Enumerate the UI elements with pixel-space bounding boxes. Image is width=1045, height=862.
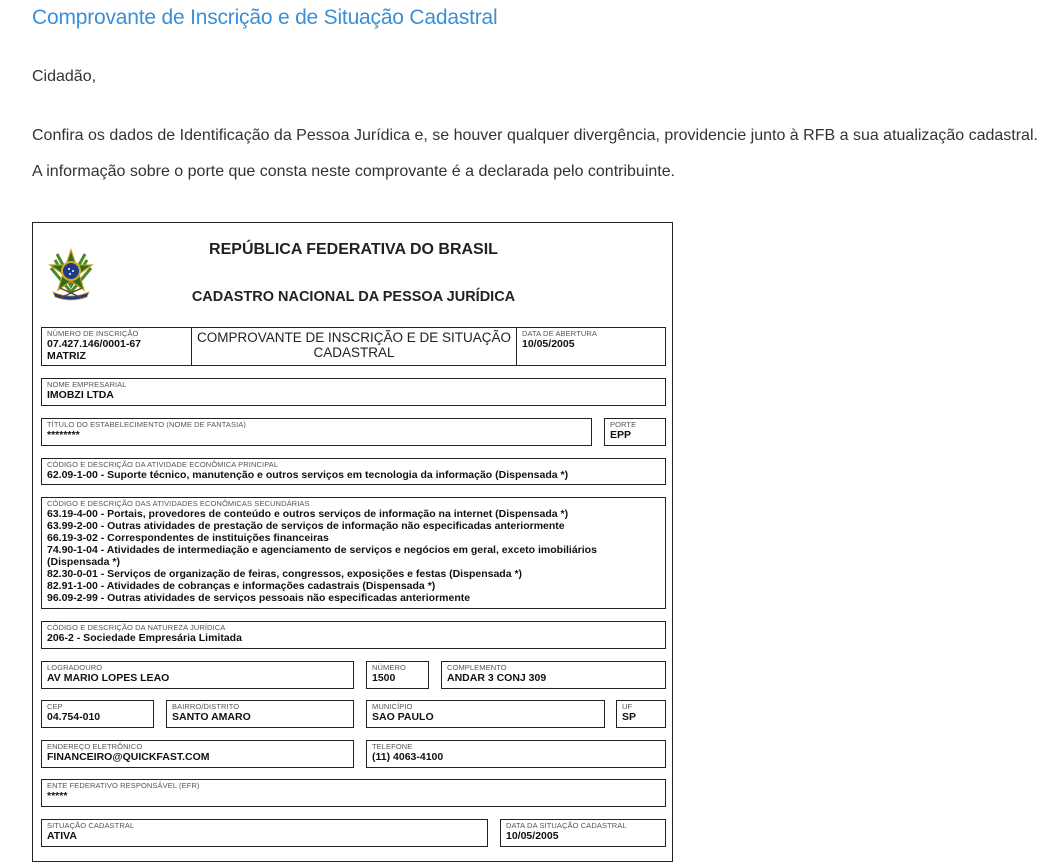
data-abertura-field — [516, 327, 666, 366]
numero-inscricao-field — [41, 327, 192, 366]
cep-value: 04.754-010 — [47, 711, 101, 723]
titulo-estabelecimento-label: TÍTULO DO ESTABELECIMENTO (NOME DE FANTASIA) — [47, 420, 247, 429]
numero-inscricao-value: 07.427.146/0001-67 — [47, 338, 142, 350]
uf-label: UF — [622, 702, 633, 711]
bairro-value: SANTO AMARO — [172, 711, 251, 723]
comprovante-title-line1: COMPROVANTE DE INSCRIÇÃO E DE SITUAÇÃO — [196, 330, 512, 345]
titulo-estabelecimento-field — [41, 418, 592, 446]
data-situacao-value: 10/05/2005 — [506, 830, 559, 842]
data-situacao-label: DATA DA SITUAÇÃO CADASTRAL — [506, 821, 627, 830]
numero-label: NÚMERO — [372, 663, 406, 672]
numero-inscricao-label: NÚMERO DE INSCRIÇÃO — [47, 329, 139, 338]
municipio-value: SAO PAULO — [372, 711, 434, 723]
complemento-field — [441, 661, 666, 689]
list-item: 82.30-0-01 - Serviços de organização de feiras, congressos, exposições e festas (Dispensada *) — [47, 568, 523, 580]
greeting-text: Cidadão, — [32, 68, 97, 85]
porte-note-paragraph: A informação sobre o porte que consta neste comprovante é a declarada pelo contribuinte. — [32, 163, 676, 180]
cep-label: CEP — [47, 702, 63, 711]
uf-field — [616, 700, 666, 728]
page-title: Comprovante de Inscrição e de Situação Cadastral — [32, 6, 498, 29]
efr-value: ***** — [47, 790, 68, 802]
telefone-field — [366, 740, 666, 768]
list-item: 82.91-1-00 - Atividades de cobranças e informações cadastrais (Dispensada *) — [47, 580, 436, 592]
matriz-value: MATRIZ — [47, 350, 86, 362]
comprovante-title-box — [191, 327, 517, 366]
numero-value: 1500 — [372, 672, 396, 684]
natureza-juridica-label: CÓDIGO E DESCRIÇÃO DA NATUREZA JURÍDICA — [47, 623, 226, 632]
atividade-principal-value: 62.09-1-00 - Suporte técnico, manutenção e outros serviços em tecnologia da informação (Dispensada *) — [47, 469, 569, 481]
list-item: (Dispensada *) — [47, 556, 120, 568]
email-label: ENDEREÇO ELETRÔNICO — [47, 742, 143, 751]
data-abertura-label: DATA DE ABERTURA — [522, 329, 597, 338]
telefone-value: (11) 4063-4100 — [372, 751, 444, 763]
nome-empresarial-label: NOME EMPRESARIAL — [47, 380, 127, 389]
email-field — [41, 740, 354, 768]
doc-header-republica: REPÚBLICA FEDERATIVA DO BRASIL — [209, 241, 498, 258]
situacao-cadastral-field — [41, 819, 488, 847]
porte-value: EPP — [610, 429, 632, 441]
telefone-label: TELEFONE — [372, 742, 413, 751]
doc-header-cnpj: CADASTRO NACIONAL DA PESSOA JURÍDICA — [191, 289, 516, 305]
logradouro-field — [41, 661, 354, 689]
atividade-principal-label: CÓDIGO E DESCRIÇÃO DA ATIVIDADE ECONÔMICA PRINCIPAL — [47, 460, 279, 469]
bairro-label: BAIRRO/DISTRITO — [172, 702, 240, 711]
natureza-juridica-field — [41, 621, 666, 649]
logradouro-value: AV MARIO LOPES LEAO — [47, 672, 170, 684]
municipio-field — [366, 700, 605, 728]
atividades-secundarias-list — [47, 508, 597, 604]
data-situacao-field — [500, 819, 666, 847]
porte-field — [604, 418, 666, 446]
cep-field — [41, 700, 154, 728]
nome-empresarial-field — [41, 378, 666, 406]
nome-empresarial-value: IMOBZI LTDA — [47, 389, 114, 401]
numero-field — [366, 661, 429, 689]
logradouro-label: LOGRADOURO — [47, 663, 103, 672]
efr-field — [41, 779, 666, 807]
municipio-label: MUNICÍPIO — [372, 702, 413, 711]
titulo-estabelecimento-value: ******** — [47, 429, 80, 441]
atividades-secundarias-field — [41, 497, 666, 609]
list-item: 96.09-2-99 - Outras atividades de serviços pessoais não especificadas anteriormente — [47, 592, 471, 604]
porte-label: PORTE — [610, 420, 637, 429]
situacao-cadastral-value: ATIVA — [47, 830, 77, 842]
uf-value: SP — [622, 711, 637, 723]
comprovante-title-line2: CADASTRAL — [313, 345, 395, 360]
complemento-value: ANDAR 3 CONJ 309 — [447, 672, 547, 684]
instruction-paragraph: Confira os dados de Identificação da Pessoa Jurídica e, se houver qualquer divergência, providencie junto à RFB a sua atualização cadastral. — [32, 127, 1038, 144]
efr-label: ENTE FEDERATIVO RESPONSÁVEL (EFR) — [47, 781, 200, 790]
complemento-label: COMPLEMENTO — [447, 663, 507, 672]
list-item: 66.19-3-02 - Correspondentes de instituições financeiras — [47, 532, 329, 544]
atividades-secundarias-label: CÓDIGO E DESCRIÇÃO DAS ATIVIDADES ECONÔMICAS SECUNDÁRIAS — [47, 499, 310, 508]
bairro-field — [166, 700, 354, 728]
atividade-principal-field — [41, 458, 666, 485]
email-value: FINANCEIRO@QUICKFAST.COM — [47, 751, 210, 763]
list-item: 74.90-1-04 - Atividades de intermediação e agenciamento de serviços e negócios em geral, exceto imobiliários — [47, 544, 597, 556]
natureza-juridica-value: 206-2 - Sociedade Empresária Limitada — [47, 632, 242, 644]
situacao-cadastral-label: SITUAÇÃO CADASTRAL — [47, 821, 135, 830]
list-item: 63.99-2-00 - Outras atividades de prestação de serviços de informação não especificadas anteriormente — [47, 520, 565, 532]
data-abertura-value: 10/05/2005 — [522, 338, 575, 350]
list-item: 63.19-4-00 - Portais, provedores de conteúdo e outros serviços de informação na internet (Dispensada *) — [47, 508, 569, 520]
cnpj-document — [32, 222, 673, 862]
